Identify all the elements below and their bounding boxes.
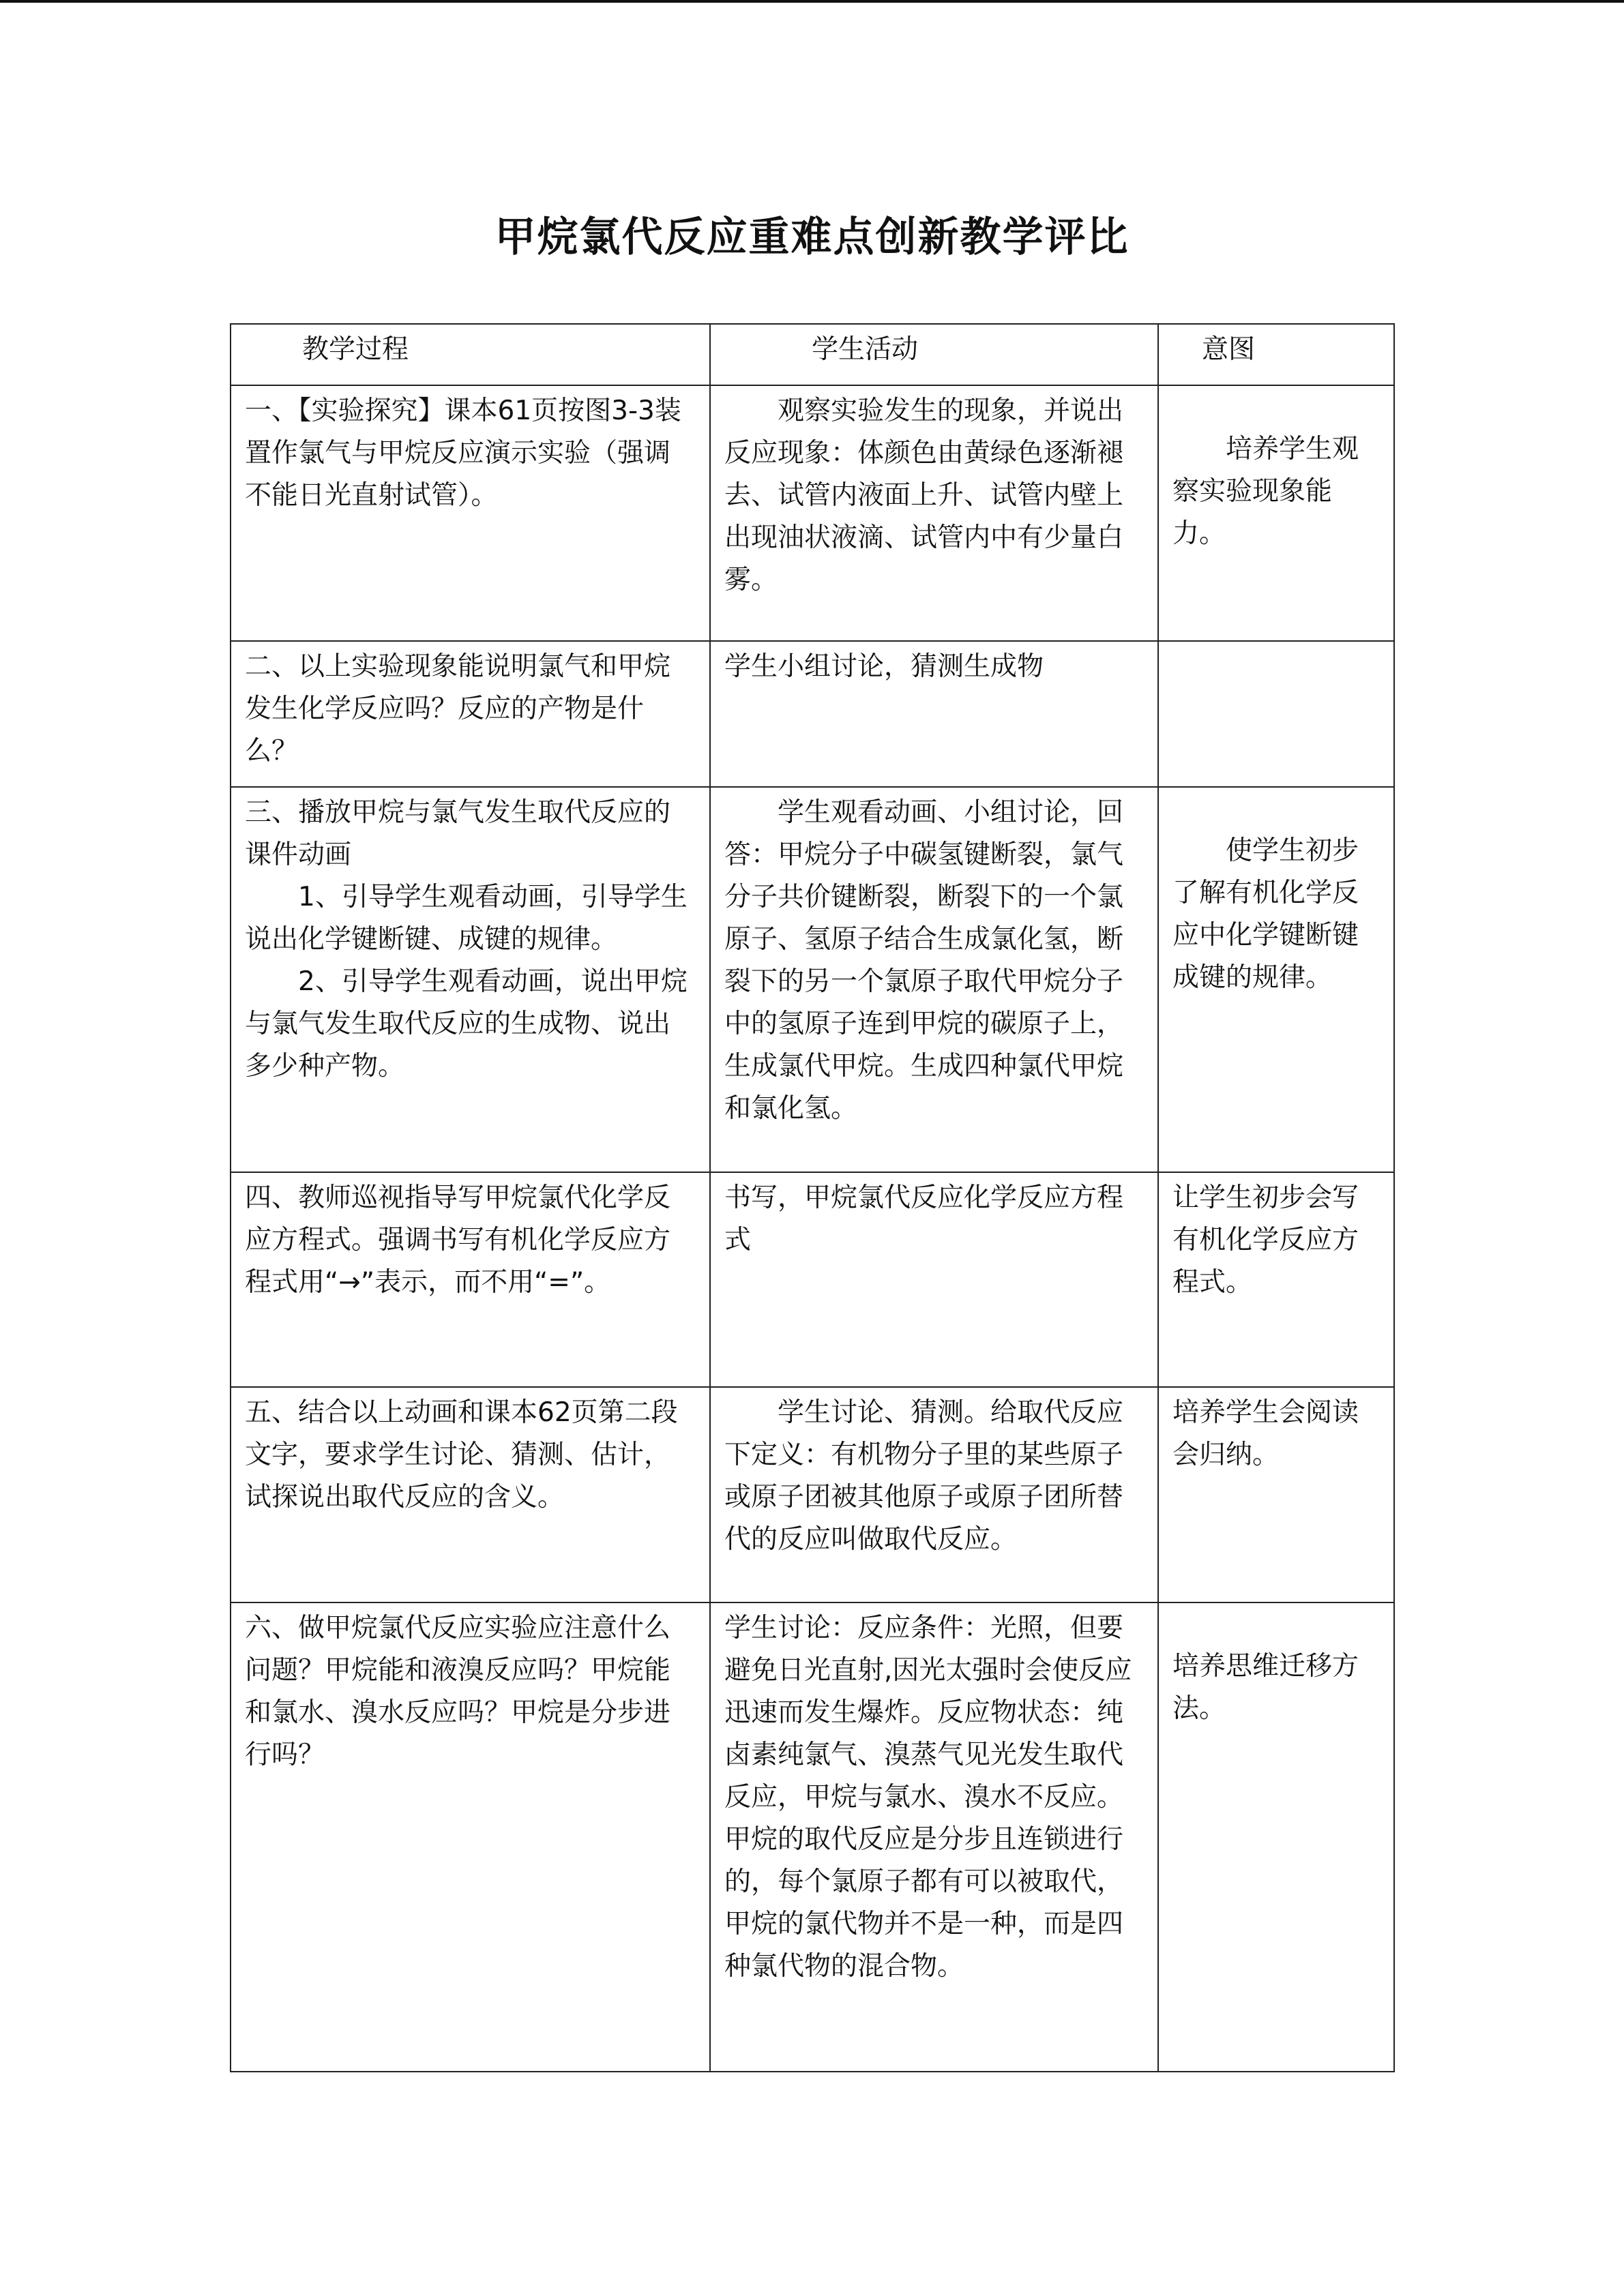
table-row [231, 787, 1394, 1172]
process-cell [231, 787, 710, 1172]
lesson-table [230, 323, 1395, 2072]
process-cell: 六、做甲烷氯代反应实验应注意什么问题？甲烷能和液溴反应吗？甲烷能和氯水、溴水反应吗？甲烷是分步进行吗？ [231, 1602, 710, 2072]
column-header-activity: 学生活动 [710, 324, 1158, 385]
process-cell: 二、以上实验现象能说明氯气和甲烷发生化学反应吗？反应的产物是什么？ [231, 641, 710, 787]
intent-cell: 培养学生观察实验现象能力。 [1158, 385, 1394, 641]
activity-cell: 学生讨论、猜测。给取代反应下定义：有机物分子里的某些原子或原子团被其他原子或原子团所替代的反应叫做取代反应。 [710, 1387, 1158, 1602]
column-header-intent: 意图 [1158, 324, 1394, 385]
process-cell: 一、【实验探究】课本61页按图3-3装置作氯气与甲烷反应演示实验（强调不能日光直射试管）。 [231, 385, 710, 641]
intent-cell: 培养学生会阅读会归纳。 [1158, 1387, 1394, 1602]
activity-cell: 学生讨论：反应条件：光照，但要避免日光直射,因光太强时会使反应迅速而发生爆炸。反应物状态：纯卤素纯氯气、溴蒸气见光发生取代反应，甲烷与氯水、溴水不反应。甲烷的取代反应是分步且连锁进行的，每个氯原子都有可以被取代，甲烷的氯代物并不是一种，而是四种氯代物的混合物。 [710, 1602, 1158, 2072]
table-row [231, 1387, 1394, 1602]
table-row [231, 385, 1394, 641]
activity-cell: 学生观看动画、小组讨论，回答：甲烷分子中碳氢键断裂，氯气分子共价键断裂，断裂下的一个氯原子、氢原子结合生成氯化氢，断裂下的另一个氯原子取代甲烷分子中的氢原子连到甲烷的碳原子上，生成氯代甲烷。生成四种氯代甲烷和氯化氢。 [710, 787, 1158, 1172]
intent-cell [1158, 641, 1394, 787]
table-row [231, 1602, 1394, 2072]
table-row [231, 1172, 1394, 1387]
intent-cell: 使学生初步了解有机化学反应中化学键断键成键的规律。 [1158, 787, 1394, 1172]
process-cell: 五、结合以上动画和课本62页第二段文字，要求学生讨论、猜测、估计，试探说出取代反应的含义。 [231, 1387, 710, 1602]
activity-cell: 学生小组讨论，猜测生成物 [710, 641, 1158, 787]
intent-cell: 培养思维迁移方法。 [1158, 1602, 1394, 2072]
process-subitem-1: 1、引导学生观看动画，引导学生说出化学键断键、成键的规律。 [245, 882, 688, 955]
page-title: 甲烷氯代反应重难点创新教学评比 [494, 213, 1130, 261]
activity-cell: 观察实验发生的现象，并说出反应现象：体颜色由黄绿色逐渐褪去、试管内液面上升、试管内壁上出现油状液滴、试管内中有少量白雾。 [710, 385, 1158, 641]
intent-cell: 让学生初步会写有机化学反应方程式。 [1158, 1172, 1394, 1387]
process-subitem-2: 2、引导学生观看动画，说出甲烷与氯气发生取代反应的生成物、说出多少种产物。 [245, 966, 688, 1082]
table-row [231, 641, 1394, 787]
column-header-process: 教学过程 [231, 324, 710, 385]
process-cell: 四、教师巡视指导写甲烷氯代化学反应方程式。强调书写有机化学反应方程式用“→”表示，而不用“=”。 [231, 1172, 710, 1387]
activity-cell: 书写，甲烷氯代反应化学反应方程式 [710, 1172, 1158, 1387]
top-border-line [0, 0, 1624, 3]
table-header-row [231, 324, 1394, 385]
process-text: 三、播放甲烷与氯气发生取代反应的课件动画 [245, 797, 671, 870]
